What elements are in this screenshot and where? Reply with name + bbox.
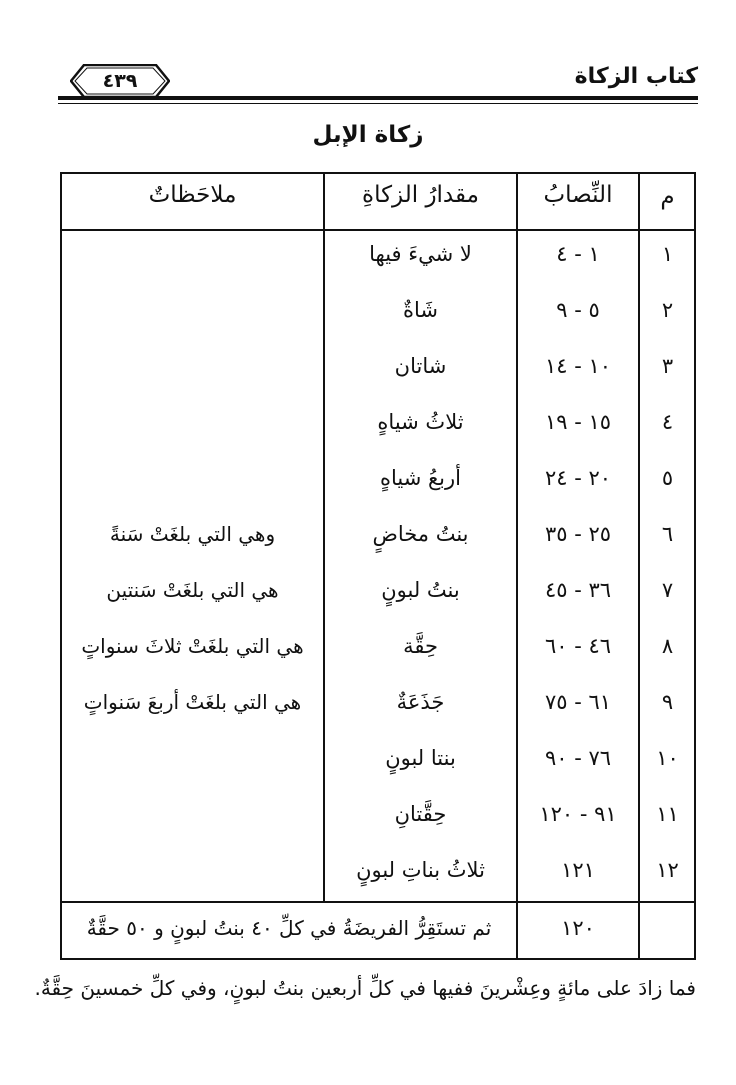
page-number: ٤٣٩: [102, 70, 138, 92]
header-col-nisab: النِّصابُ: [543, 182, 613, 208]
header-col-notes: ملاحَظاتٌ: [148, 182, 237, 208]
row-nisab: ٣٦ - ٤٥: [544, 578, 612, 602]
row-num: ٣: [661, 354, 674, 378]
row-nisab: ٤٦ - ٦٠: [544, 634, 612, 658]
row-nisab: ٢٥ - ٣٥: [544, 522, 612, 546]
row-amount: بنتُ لبونٍ: [381, 578, 460, 602]
row-amount: حِقَّتانِ: [394, 802, 447, 826]
table-border-bottom: [60, 958, 696, 960]
row-num: ١١: [656, 802, 679, 826]
row-num: ٨: [661, 634, 674, 658]
table-final-row-divider: [60, 901, 696, 903]
header-rule-thin: [58, 103, 698, 104]
table-header-divider: [60, 229, 696, 231]
final-row-nisab: ١٢٠: [561, 916, 595, 940]
row-nisab: ٦١ - ٧٥: [544, 690, 612, 714]
table-border-right: [694, 172, 696, 960]
book-title: كتاب الزكاة: [574, 64, 698, 89]
header-col-num: م: [660, 184, 675, 210]
row-num: ١٠: [656, 746, 679, 770]
row-num: ٥: [661, 466, 674, 490]
row-nisab: ١٢١: [561, 858, 595, 882]
column-divider-nisab: [516, 172, 518, 960]
row-nisab: ٥ - ٩: [556, 298, 600, 322]
row-amount: ثلاثُ شياهٍ: [377, 410, 464, 434]
column-divider-num: [638, 172, 640, 960]
row-num: ٤: [661, 410, 674, 434]
camel-zakat-table: [60, 172, 696, 960]
row-amount: ثلاثُ بناتِ لبونٍ: [356, 858, 485, 882]
row-num: ٩: [661, 690, 674, 714]
row-amount: بنتا لبونٍ: [385, 746, 456, 770]
page-header: [58, 58, 698, 106]
row-nisab: ١٥ - ١٩: [544, 410, 612, 434]
header-rule-thick: [58, 96, 698, 100]
row-nisab: ٩١ - ١٢٠: [539, 802, 617, 826]
row-num: ١٢: [656, 858, 679, 882]
row-nisab: ١٠ - ١٤: [544, 354, 612, 378]
row-num: ١: [661, 242, 674, 266]
row-note: وهي التي بلغَتْ سَنةً: [109, 522, 276, 546]
final-row-text: ثم تستَقِرُّ الفريضَةُ في كلِّ ٤٠ بنتُ لبونٍ و ٥٠ حقَّةٌ: [86, 916, 492, 940]
row-note: هي التي بلغَتْ ثلاثَ سنواتٍ: [81, 634, 304, 658]
footer-note: فما زادَ على مائةٍ وعِشْرينَ ففيها في كلِّ أربعين بنتُ لبونٍ، وفي كلِّ خمسينَ حِقَّةٌ.: [34, 976, 696, 1000]
row-amount: شَاةٌ: [403, 298, 438, 322]
row-nisab: ٢٠ - ٢٤: [544, 466, 612, 490]
row-num: ٦: [661, 522, 674, 546]
row-amount: حِقَّة: [403, 634, 438, 658]
table-border-left: [60, 172, 62, 960]
table-title: زكاة الإبل: [312, 122, 424, 148]
header-col-amount: مقدارُ الزكاةِ: [362, 182, 479, 208]
row-num: ٧: [661, 578, 674, 602]
row-amount: أربعُ شياهٍ: [379, 466, 461, 490]
row-note: هي التي بلغَتْ سَنتين: [106, 578, 279, 602]
row-amount: شاتان: [394, 354, 447, 378]
page-number-frame: [70, 64, 170, 98]
row-nisab: ٧٦ - ٩٠: [544, 746, 612, 770]
row-nisab: ١ - ٤: [556, 242, 600, 266]
row-amount: بنتُ مخاضٍ: [372, 522, 469, 546]
row-amount: جَذَعَةٌ: [396, 690, 445, 714]
row-amount: لا شيءَ فيها: [369, 242, 472, 266]
table-border-top: [60, 172, 696, 174]
row-note: هي التي بلغَتْ أربعَ سَنواتٍ: [83, 690, 302, 714]
row-num: ٢: [661, 298, 674, 322]
